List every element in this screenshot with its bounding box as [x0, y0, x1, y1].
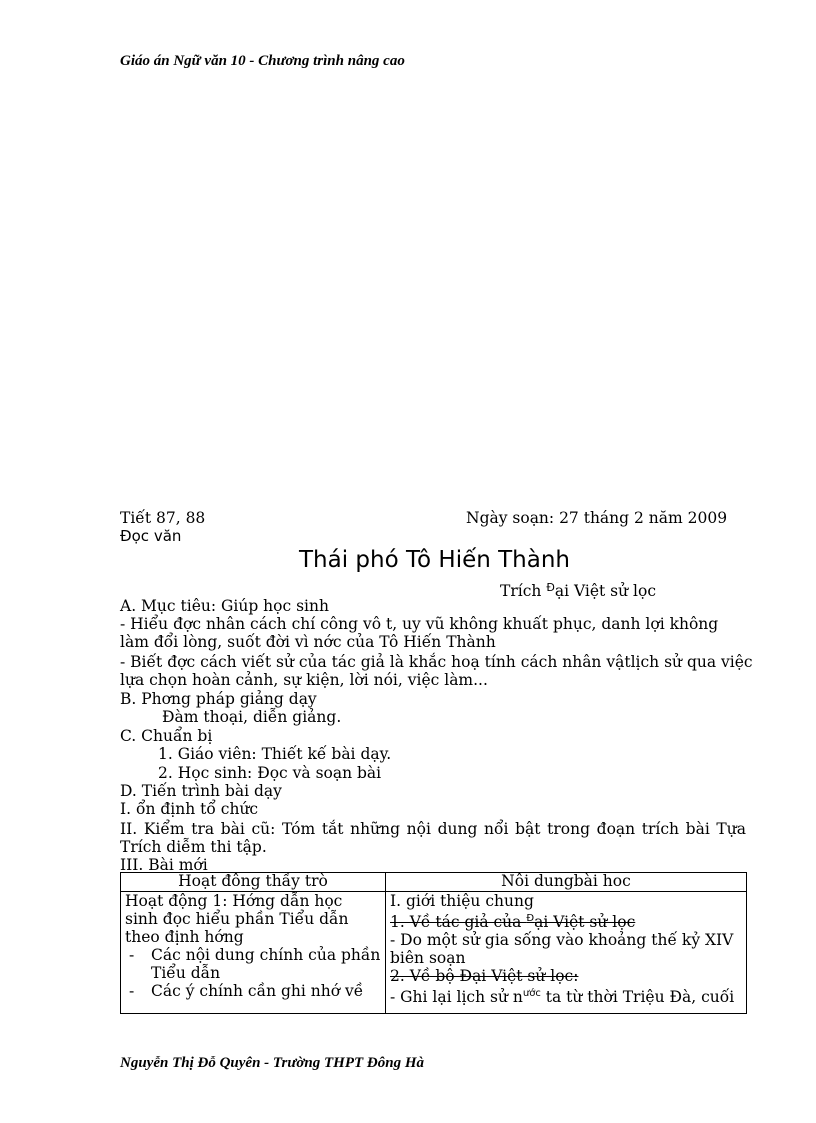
section-a-item2-line2: lựa chọn hoàn cảnh, sự kiện, lời nói, việc làm...	[120, 671, 488, 689]
page-header: Giáo án Ngữ văn 10 - Chương trình nâng cao	[120, 53, 405, 69]
activity-line: sinh đọc hiểu phần Tiểu dẫn	[125, 910, 349, 928]
section-c-item2: 2. Học sinh: Đọc và soạn bài	[158, 764, 382, 782]
content-line	[390, 910, 742, 931]
section-a-item1-line2: làm đổi lòng, suốt đời vì nớc của Tô Hiến Thành	[120, 633, 496, 651]
content-line	[390, 985, 742, 1006]
activity-line: theo định hớng	[125, 928, 244, 946]
table-header-activities: Hoạt đông thầy trò	[121, 873, 386, 892]
lesson-period: Tiết 87, 88	[120, 509, 206, 527]
source-letter: Đ	[546, 581, 555, 594]
table-cell-activities	[121, 892, 386, 1014]
content-line: 2. Về bộ Đại Việt sử lọc:	[390, 967, 579, 985]
activity-bullet-continuation: Tiểu dẫn	[151, 964, 221, 982]
section-b-content: Đàm thoại, diễn giảng.	[162, 708, 342, 726]
content-text: - Ghi lại lịch sử n	[390, 988, 523, 1006]
content-text: ta từ thời Triệu Đà, cuối	[540, 988, 735, 1006]
lesson-category: Đọc văn	[120, 527, 182, 545]
section-c-item1: 1. Giáo viên: Thiết kế bài dạy.	[158, 745, 392, 763]
content-line: I. giới thiệu chung	[390, 892, 534, 910]
activity-line: Hoạt động 1: Hớng dẫn học	[125, 892, 343, 910]
source-rest: ại Việt sử lọc	[554, 582, 657, 600]
source-line	[500, 579, 656, 600]
content-line: - Do một sử gia sống vào khoảng thế kỷ XIV	[390, 931, 734, 949]
content-line: biên soạn	[390, 949, 466, 967]
bullet-dash: -	[129, 946, 135, 964]
activity-bullet	[125, 946, 381, 964]
section-d-item2-line2: Trích diễm thi tập.	[120, 838, 267, 856]
table-row	[121, 892, 747, 1014]
content-sup: Đ	[526, 913, 535, 924]
content-sup: ước	[522, 988, 541, 999]
content-text: ại Việt sử lọc	[534, 913, 636, 931]
section-d-item2-line1: II. Kiểm tra bài cũ: Tóm tắt những nội dung nổi bật trong đoạn trích bài Tựa	[120, 820, 746, 838]
table-cell-content	[386, 892, 747, 1014]
activity-bullet-text: Các nội dung chính của phần	[151, 946, 381, 964]
section-d-item1: I. ổn định tổ chức	[120, 800, 259, 818]
section-d-heading: D. Tiến trình bài dạy	[120, 782, 282, 800]
section-a-item1-line1: - Hiểu đợc nhân cách chí công vô t, uy vũ không khuất phục, danh lợi không	[120, 615, 719, 633]
table-header-content: Nôi dungbài hoc	[386, 873, 747, 892]
section-a-heading: A. Mục tiêu: Giúp học sinh	[120, 597, 329, 615]
lesson-date: Ngày soạn: 27 tháng 2 năm 2009	[466, 509, 728, 527]
content-text: 1. Về tác giả của	[390, 913, 527, 931]
activity-bullet	[125, 982, 381, 1000]
bullet-dash: -	[129, 982, 135, 1000]
activity-bullet-text: Các ý chính cần ghi nhớ về	[151, 982, 364, 1000]
section-d-item3: III. Bài mới	[120, 856, 208, 874]
source-prefix: Trích	[500, 582, 542, 600]
section-c-heading: C. Chuẩn bị	[120, 727, 213, 745]
page-footer: Nguyễn Thị Đỗ Quyên - Trường THPT Đông Hà	[120, 1055, 424, 1071]
section-b-heading: B. Phơng pháp giảng dạy	[120, 690, 317, 708]
section-a-item2-line1: - Biết đợc cách viết sử của tác giả là khắc hoạ tính cách nhân vậtlịch sử qua việc	[120, 653, 753, 671]
lesson-table	[120, 872, 747, 1014]
table-header-row	[121, 873, 747, 892]
page-title: Thái phó Tô Hiến Thành	[299, 547, 571, 573]
